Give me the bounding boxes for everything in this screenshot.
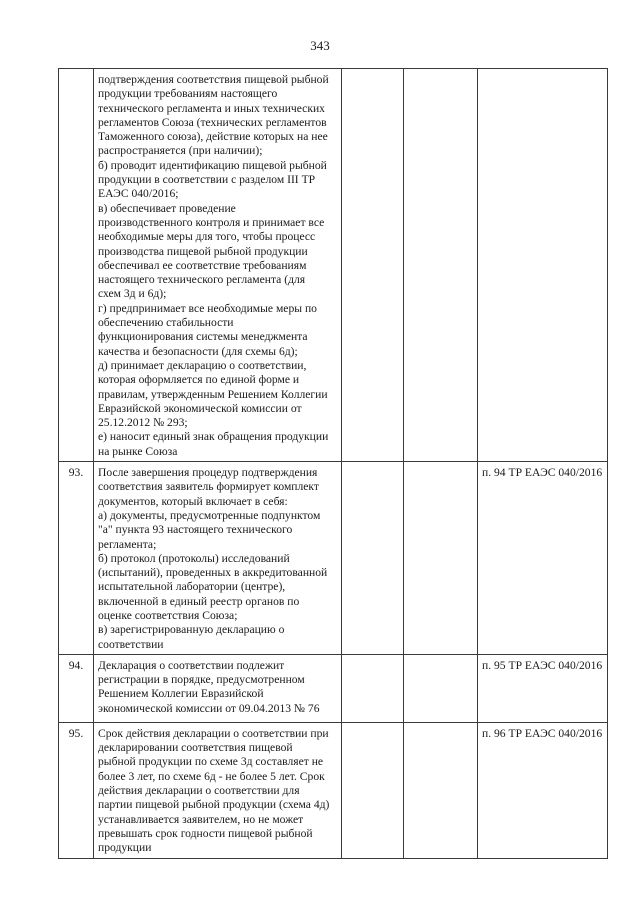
empty-cell <box>342 722 404 858</box>
empty-cell <box>342 69 404 462</box>
reference-cell <box>478 69 608 462</box>
empty-cell <box>404 654 478 722</box>
row-number: 95. <box>59 722 94 858</box>
table-row <box>59 462 608 655</box>
row-number <box>59 69 94 462</box>
requirement-text: После завершения процедур подтверждения соответствия заявитель формирует комплект документов, который включает в себя: а) документы, предусмотренные подпунктом "а" пункта 93 настоящего технического регламента; б) протокол (протоколы) исследований (испытаний), проведенных в аккредитованной испытательной лаборатории (центре), включенной в единый реестр органов по оценке соответствия Союза; в) зарегистрированную декларацию о соответствии <box>94 462 342 655</box>
reference-cell: п. 96 ТР ЕАЭС 040/2016 <box>478 722 608 858</box>
empty-cell <box>404 462 478 655</box>
table-row <box>59 722 608 858</box>
row-number: 94. <box>59 654 94 722</box>
requirements-table <box>58 68 608 859</box>
reference-cell: п. 95 ТР ЕАЭС 040/2016 <box>478 654 608 722</box>
table-row <box>59 654 608 722</box>
empty-cell <box>404 69 478 462</box>
empty-cell <box>342 462 404 655</box>
row-number: 93. <box>59 462 94 655</box>
empty-cell <box>342 654 404 722</box>
page-number: 343 <box>310 38 330 53</box>
reference-cell: п. 94 ТР ЕАЭС 040/2016 <box>478 462 608 655</box>
requirement-text: подтверждения соответствия пищевой рыбной продукции требованиям настоящего технического регламента и иных технических регламентов Союза (технических регламентов Таможенного союза), действие которых на нее распространяется (при наличии); б) проводит идентификацию пищевой рыбной продукции в соответствии с разделом III ТР ЕАЭС 040/2016; в) обеспечивает проведение производственного контроля и принимает все необходимые меры для того, чтобы процесс производства пищевой рыбной продукции обеспечивал ее соответствие требованиям настоящего технического регламента (для схем 3д и 6д); г) предпринимает все необходимые меры по обеспечению стабильности функционирования системы менеджмента качества и безопасности (для схемы 6д); д) принимает декларацию о соответствии, которая оформляется по единой форме и правилам, утвержденным Решением Коллегии Евразийской экономической комиссии от 25.12.2012 № 293; е) наносит единый знак обращения продукции на рынке Союза <box>94 69 342 462</box>
table-row <box>59 69 608 462</box>
empty-cell <box>404 722 478 858</box>
requirement-text: Декларация о соответствии подлежит регистрации в порядке, предусмотренном Решением Коллегии Евразийской экономической комиссии от 09.04.2013 № 76 <box>94 654 342 722</box>
requirement-text: Срок действия декларации о соответствии при декларировании соответствия пищевой рыбной продукции по схеме 3д составляет не более 3 лет, по схеме 6д - не более 5 лет. Срок действия декларации о соответствии для партии пищевой рыбной продукции (схема 4д) устанавливается заявителем, но не может превышать срок годности пищевой рыбной продукции <box>94 722 342 858</box>
